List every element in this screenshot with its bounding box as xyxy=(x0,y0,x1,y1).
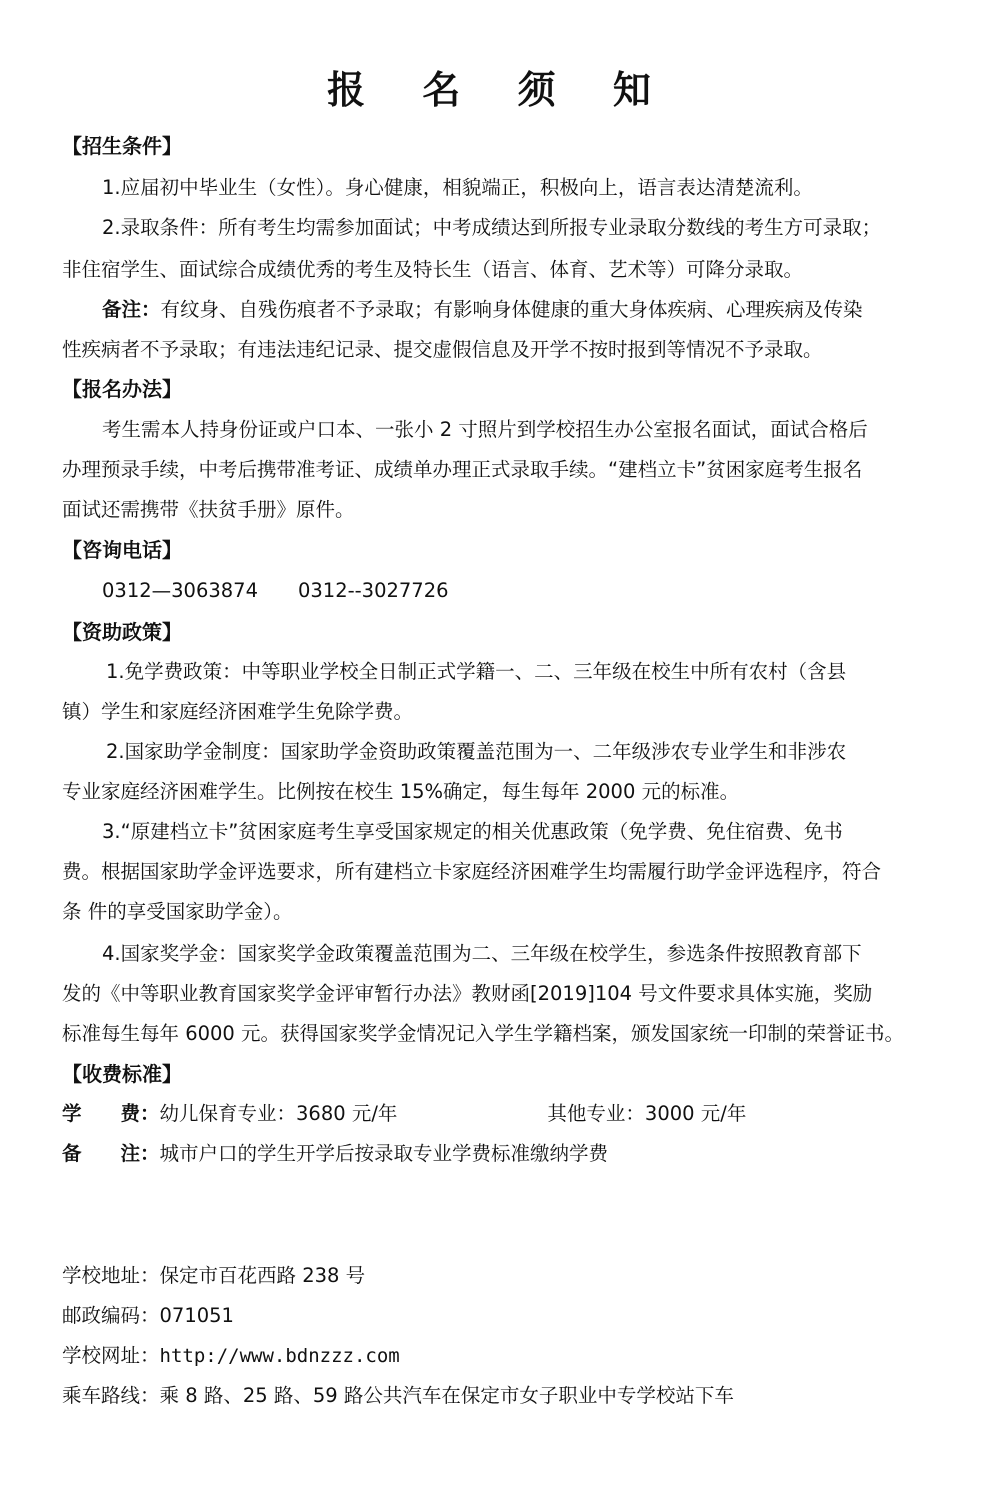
route-value: 乘 8 路、25 路、59 路公共汽车在保定市女子职业中专学校站下车 xyxy=(159,1384,734,1407)
aid-item-3-line-3: 条 件的享受国家助学金）。 xyxy=(62,900,293,923)
aid-item-4-line-3: 标准每生每年 6000 元。获得国家奖学金情况记入学生学籍档案，颁发国家统一印制的荣誉证书。 xyxy=(62,1022,905,1045)
footer-address-row xyxy=(62,1262,942,1290)
fees-tuition-row xyxy=(62,1100,942,1128)
admission-item-2-line-1: 2.录取条件：所有考生均需参加面试；中考成绩达到所报专业录取分数线的考生方可录取； xyxy=(102,216,882,239)
aid-item-3-line-2: 费。根据国家助学金评选要求，所有建档立卡家庭经济困难学生均需履行助学金评选程序，符合 xyxy=(62,860,882,883)
fees-tuition-label: 学 费： xyxy=(62,1102,160,1125)
fees-tuition-childcare: 幼儿保育专业：3680 元/年 xyxy=(159,1102,398,1125)
phone-number-2: 0312--3027726 xyxy=(297,579,449,602)
section-heading-admission: 【招生条件】 xyxy=(62,134,182,158)
section-heading-contact: 【咨询电话】 xyxy=(62,538,182,562)
admission-note-label: 备注： xyxy=(102,298,161,321)
aid-item-1-line-2: 镇）学生和家庭经济困难学生免除学费。 xyxy=(62,700,414,723)
website-label: 学校网址： xyxy=(62,1344,160,1367)
address-value: 保定市百花西路 238 号 xyxy=(159,1264,366,1287)
aid-item-2-line-2: 专业家庭经济困难学生。比例按在校生 15%确定，每生每年 2000 元的标准。 xyxy=(62,780,740,803)
footer-postcode-row xyxy=(62,1302,942,1330)
aid-item-3-line-1: 3.“原建档立卡”贫困家庭考生享受国家规定的相关优惠政策（免学费、免住宿费、免书 xyxy=(102,820,843,843)
admission-note-line-2: 性疾病者不予录取；有违法违纪记录、提交虚假信息及开学不按时报到等情况不予录取。 xyxy=(62,338,823,361)
registration-line-1: 考生需本人持身份证或户口本、一张小 2 寸照片到学校招生办公室报名面试，面试合格后 xyxy=(102,418,868,441)
section-heading-registration: 【报名办法】 xyxy=(62,377,182,401)
registration-line-3: 面试还需携带《扶贫手册》原件。 xyxy=(62,498,355,521)
aid-item-1-line-1: 1.免学费政策：中等职业学校全日制正式学籍一、二、三年级在校生中所有农村（含县 xyxy=(106,660,847,683)
aid-item-4-line-2: 发的《中等职业教育国家奖学金评审暂行办法》教财函[2019]104 号文件要求具体实施，奖励 xyxy=(62,982,873,1005)
admission-item-2-line-2: 非住宿学生、面试综合成绩优秀的考生及特长生（语言、体育、艺术等）可降分录取。 xyxy=(62,258,804,281)
route-label: 乘车路线： xyxy=(62,1384,160,1407)
registration-line-2: 办理预录手续，中考后携带准考证、成绩单办理正式录取手续。“建档立卡”贫困家庭考生报名 xyxy=(62,458,863,481)
aid-item-2-line-1: 2.国家助学金制度：国家助学金资助政策覆盖范围为一、二年级涉农专业学生和非涉农 xyxy=(106,740,847,763)
page-title: 报 名 须 知 xyxy=(327,68,673,112)
admission-note-text: 有纹身、自残伤痕者不予录取；有影响身体健康的重大身体疾病、心理疾病及传染 xyxy=(160,298,863,321)
postcode-label: 邮政编码： xyxy=(62,1304,160,1327)
admission-note-line-1 xyxy=(102,296,982,324)
aid-item-4-line-1: 4.国家奖学金：国家奖学金政策覆盖范围为二、三年级在校学生，参选条件按照教育部下 xyxy=(102,942,862,965)
phone-number-1: 0312—3063874 xyxy=(102,579,258,602)
contact-phones xyxy=(102,577,982,605)
postcode-value: 071051 xyxy=(159,1304,234,1327)
website-link[interactable]: http://www.bdnzzz.com xyxy=(159,1345,400,1367)
fees-tuition-other: 其他专业：3000 元/年 xyxy=(547,1102,747,1125)
footer-website-row xyxy=(62,1342,942,1370)
fees-note-row xyxy=(62,1140,942,1168)
footer-route-row xyxy=(62,1382,942,1410)
fees-note-text: 城市户口的学生开学后按录取专业学费标准缴纳学费 xyxy=(159,1142,609,1165)
admission-item-1: 1.应届初中毕业生（女性）。身心健康，相貌端正，积极向上，语言表达清楚流利。 xyxy=(102,176,813,199)
fees-note-label: 备 注： xyxy=(62,1142,160,1165)
section-heading-fees: 【收费标准】 xyxy=(62,1062,182,1086)
section-heading-aid: 【资助政策】 xyxy=(62,620,182,644)
address-label: 学校地址： xyxy=(62,1264,160,1287)
